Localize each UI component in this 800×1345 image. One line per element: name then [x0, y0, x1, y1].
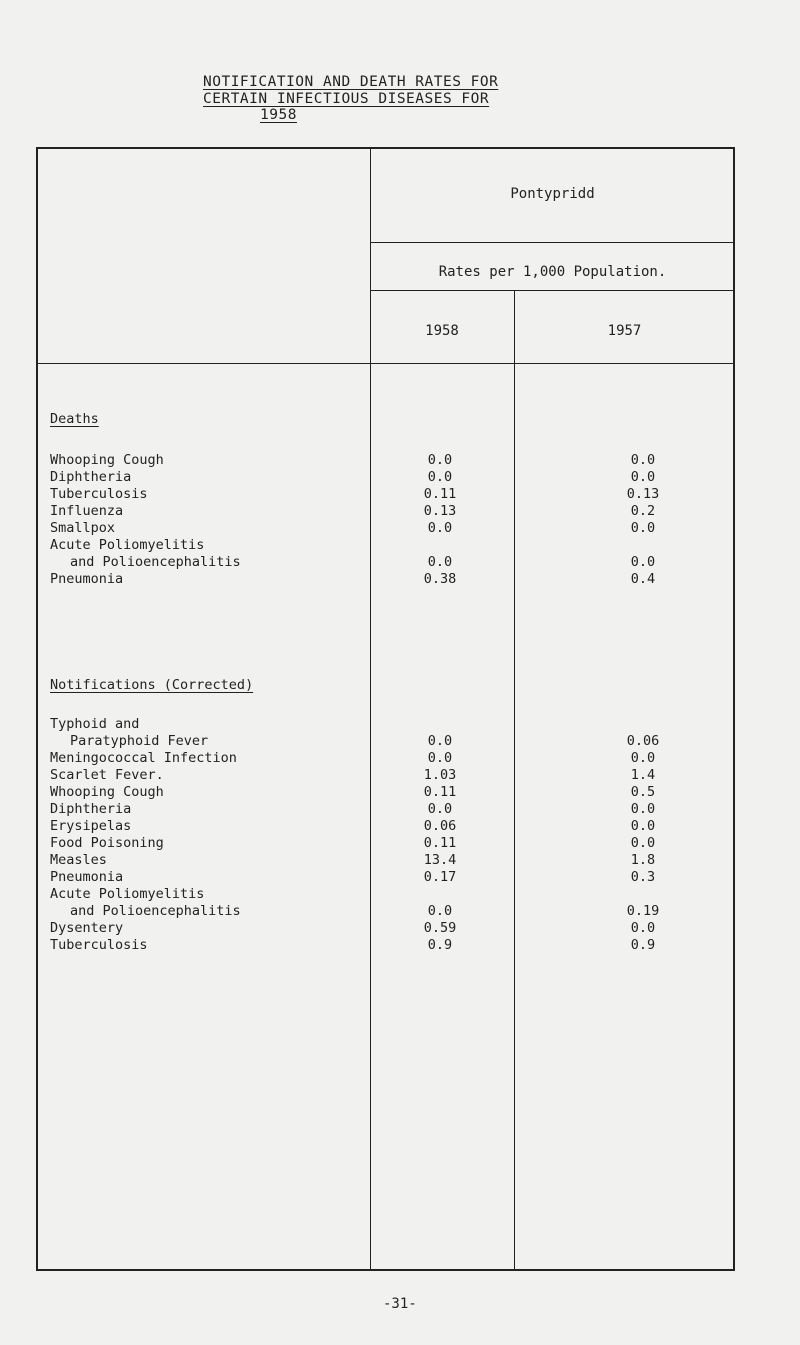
value-1958: 0.0 [427, 554, 453, 570]
year-header-1958: 1958 [425, 323, 459, 339]
value-1957: 0.3 [630, 869, 656, 885]
value-1957: 0.0 [630, 469, 656, 485]
row-label: Typhoid and [50, 716, 140, 732]
value-1957: 0.0 [630, 801, 656, 817]
deaths-heading: Deaths [50, 411, 99, 427]
row-label: Smallpox [50, 520, 116, 536]
value-1957: 0.2 [630, 503, 656, 519]
value-1958: 0.0 [427, 801, 453, 817]
value-1958: 0.11 [423, 784, 457, 800]
value-1958: 0.0 [427, 750, 453, 766]
value-1958: 0.38 [423, 571, 457, 587]
value-1958: 13.4 [423, 852, 457, 868]
row-label: Whooping Cough [50, 452, 164, 468]
year-header-1957: 1957 [607, 323, 642, 339]
header-divider-2 [370, 290, 735, 291]
value-1958: 0.0 [427, 469, 453, 485]
value-1958: 1.03 [423, 767, 457, 783]
row-label: Tuberculosis [50, 937, 148, 953]
value-1958: 0.9 [427, 937, 453, 953]
row-label-continuation: and Polioencephalitis [70, 903, 241, 919]
value-1957: 0.13 [626, 486, 660, 502]
value-1958: 0.06 [423, 818, 457, 834]
value-1957: 0.0 [630, 818, 656, 834]
row-label-continuation: Paratyphoid Fever [70, 733, 209, 749]
district-header: Pontypridd [510, 186, 595, 202]
value-1958: 0.0 [427, 733, 453, 749]
value-1957: 0.0 [630, 920, 656, 936]
value-1957: 1.4 [630, 767, 656, 783]
value-1957: 0.0 [630, 835, 656, 851]
row-label: Influenza [50, 503, 124, 519]
rates-table-frame [36, 147, 735, 1271]
row-label: Food Poisoning [50, 835, 164, 851]
row-label: Pneumonia [50, 869, 124, 885]
row-label: Diphtheria [50, 801, 132, 817]
page-number: -31- [383, 1296, 417, 1312]
rates-header: Rates per 1,000 Population. [438, 264, 667, 280]
value-1958: 0.0 [427, 520, 453, 536]
value-1957: 0.4 [630, 571, 656, 587]
notifications-heading: Notifications (Corrected) [50, 677, 254, 693]
title-line-2: CERTAIN INFECTIOUS DISEASES FOR [203, 91, 490, 107]
row-label: Acute Poliomyelitis [50, 886, 205, 902]
value-1958: 0.17 [423, 869, 457, 885]
value-1958: 0.11 [423, 486, 457, 502]
value-1958: 0.0 [427, 452, 453, 468]
value-1957: 0.06 [626, 733, 660, 749]
row-label-continuation: and Polioencephalitis [70, 554, 241, 570]
row-label: Erysipelas [50, 818, 132, 834]
value-1957: 0.9 [630, 937, 656, 953]
row-label: Measles [50, 852, 107, 868]
value-1957: 0.19 [626, 903, 660, 919]
value-1958: 0.59 [423, 920, 457, 936]
value-1957: 0.0 [630, 520, 656, 536]
value-1958: 0.11 [423, 835, 457, 851]
row-label: Meningococcal Infection [50, 750, 237, 766]
value-1957: 0.0 [630, 554, 656, 570]
row-label: Scarlet Fever. [50, 767, 164, 783]
value-1957: 0.0 [630, 750, 656, 766]
value-1957: 1.8 [630, 852, 656, 868]
value-1957: 0.5 [630, 784, 656, 800]
header-bottom-line [36, 363, 735, 364]
value-1958: 0.0 [427, 903, 453, 919]
header-divider-1 [370, 242, 735, 243]
row-label: Pneumonia [50, 571, 124, 587]
row-label: Diphtheria [50, 469, 132, 485]
row-label: Dysentery [50, 920, 124, 936]
row-label: Tuberculosis [50, 486, 148, 502]
column-divider-2 [514, 290, 515, 1271]
row-label: Acute Poliomyelitis [50, 537, 205, 553]
value-1958: 0.13 [423, 503, 457, 519]
title-line-3: 1958 [260, 107, 297, 123]
row-label: Whooping Cough [50, 784, 164, 800]
value-1957: 0.0 [630, 452, 656, 468]
column-divider-1 [370, 147, 371, 1271]
title-line-1: NOTIFICATION AND DEATH RATES FOR [203, 74, 499, 90]
